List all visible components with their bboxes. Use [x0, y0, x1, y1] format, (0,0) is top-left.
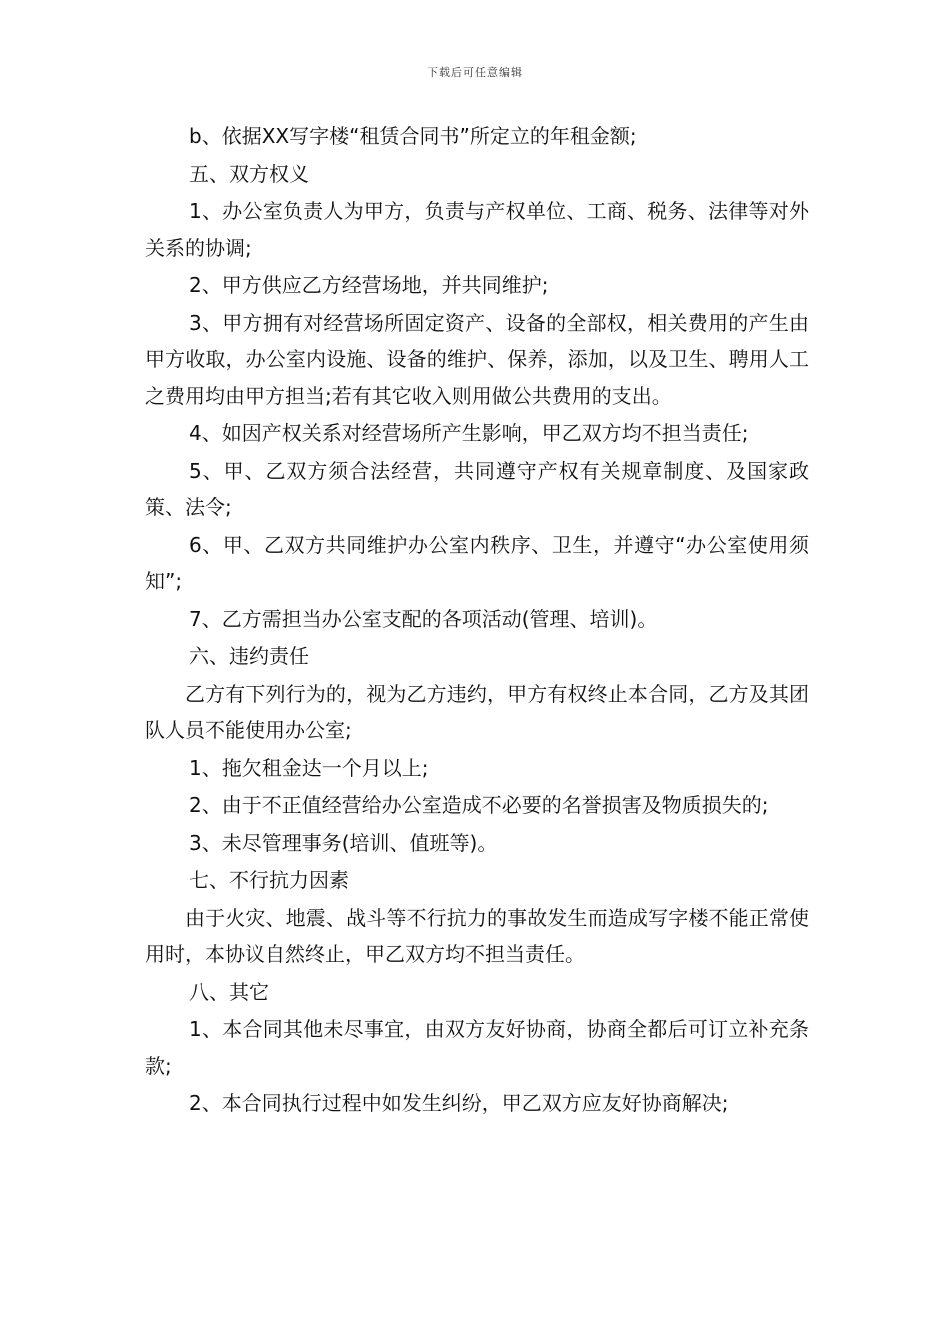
- paragraph-rent-basis: b、依据XX写字楼“租赁合同书”所定立的年租金额;: [189, 124, 637, 148]
- paragraph-rights-6: 6、甲、乙双方共同维护办公室内秩序、卫生，并遵守“办公室使用须知”;: [145, 532, 809, 593]
- paragraph-rights-2: 2、甲方供应乙方经营场地，并共同维护;: [189, 273, 549, 297]
- paragraph-rights-4: 4、如因产权关系对经营场所产生影响，甲乙双方均不担当责任;: [189, 421, 749, 445]
- paragraph-breach-intro: 乙方有下列行为的，视为乙方违约，甲方有权终止本合同，乙方及其团队人员不能使用办公室;: [145, 681, 809, 742]
- paragraph-rights-3: 3、甲方拥有对经营场所固定资产、设备的全部权，相关费用的产生由甲方收取，办公室内设施、设备的维护、保养，添加，以及卫生、聘用人工之费用均由甲方担当;若有其它收入则用做公共费用的支出。: [145, 310, 809, 408]
- paragraph-other-2: 2、本合同执行过程中如发生纠纷，甲乙双方应友好协商解决;: [189, 1091, 729, 1115]
- section-heading-breach: 六、违约责任: [189, 644, 309, 668]
- paragraph-breach-1: 1、拖欠租金达一个月以上;: [189, 755, 429, 780]
- paragraph-rights-7: 7、乙方需担当办公室支配的各项活动(管理、培训)。: [189, 606, 658, 631]
- page-header-note: 下载后可任意编辑: [427, 66, 523, 79]
- paragraph-breach-2: 2、由于不正值经营给办公室造成不必要的名誉损害及物质损失的;: [189, 793, 769, 817]
- paragraph-force-majeure: 由于火灾、地震、战斗等不行抗力的事故发生而造成写字楼不能正常使用时，本协议自然终止，甲乙双方均不担当责任。: [145, 905, 809, 966]
- paragraph-breach-3: 3、未尽管理事务(培训、值班等)。: [189, 830, 498, 855]
- section-heading-force-majeure: 七、不行抗力因素: [189, 868, 349, 892]
- document-body: [145, 118, 809, 1123]
- paragraph-rights-1: 1、办公室负责人为甲方，负责与产权单位、工商、税务、法律等对外关系的协调;: [145, 199, 809, 260]
- section-heading-other: 八、其它: [189, 979, 269, 1004]
- section-heading-rights: 五、双方权义: [189, 161, 309, 186]
- paragraph-other-1: 1、本合同其他未尽事宜，由双方友好协商，协商全都后可订立补充条款;: [145, 1017, 809, 1078]
- paragraph-rights-5: 5、甲、乙双方须合法经营，共同遵守产权有关规章制度、及国家政策、法令;: [145, 458, 809, 519]
